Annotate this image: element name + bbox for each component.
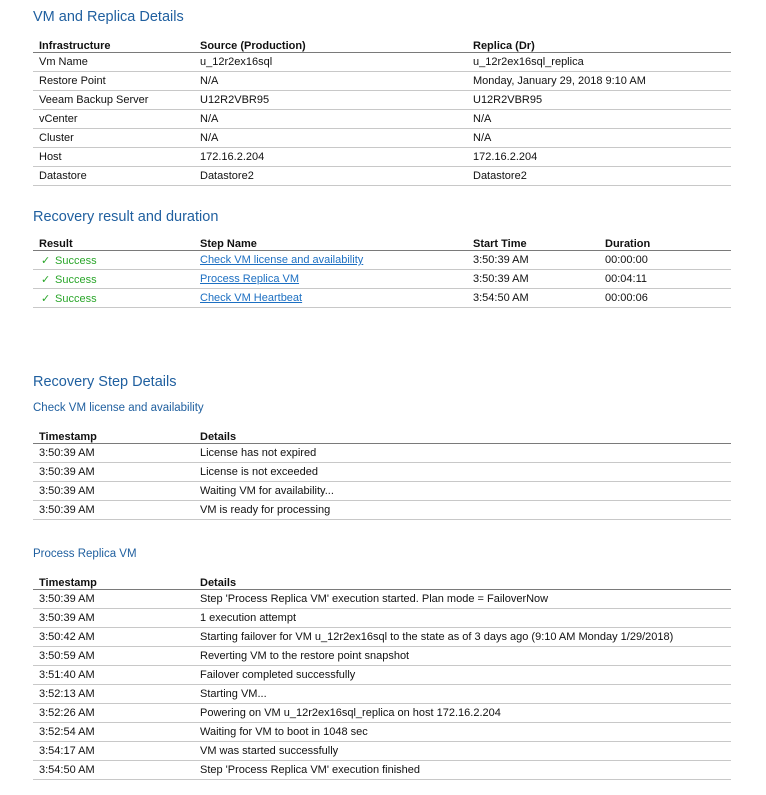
duration-cell: [599, 289, 731, 308]
timestamp-cell: [33, 723, 194, 742]
source-cell: [194, 53, 467, 72]
timestamp-cell: [33, 666, 194, 685]
column-header: Step Name: [194, 234, 467, 251]
timestamp-cell: [33, 463, 194, 482]
timestamp-cell: [33, 742, 194, 761]
infrastructure-cell: [33, 148, 194, 167]
infrastructure-cell-text: vCenter: [39, 113, 78, 125]
details-cell: [194, 482, 731, 501]
recovery-result-title: Recovery result and duration: [33, 209, 219, 225]
details-cell-text: Powering on VM u_12r2ex16sql_replica on host 172.16.2.204: [200, 707, 501, 719]
source-cell: [194, 110, 467, 129]
infrastructure-cell-text: Datastore: [39, 170, 87, 182]
table-row: [33, 463, 731, 482]
table-row: [33, 685, 731, 704]
table-row: [33, 609, 731, 628]
result-cell: [33, 270, 194, 289]
source-cell-text: Datastore2: [200, 170, 254, 182]
details-cell-text: VM is ready for processing: [200, 504, 331, 516]
timestamp-cell: [33, 501, 194, 520]
step-name-link-text[interactable]: Check VM Heartbeat: [200, 292, 303, 304]
details-cell: [194, 742, 731, 761]
timestamp-cell: [33, 609, 194, 628]
timestamp-cell: [33, 685, 194, 704]
column-header: Timestamp: [33, 573, 194, 590]
table-row: [33, 761, 731, 780]
duration-cell-text: 00:00:00: [605, 254, 648, 266]
table-row: [33, 129, 731, 148]
infrastructure-cell: [33, 129, 194, 148]
duration-cell-text: 00:04:11: [605, 273, 648, 285]
start-time-cell: [467, 270, 599, 289]
table-row: [33, 704, 731, 723]
details-cell: [194, 444, 731, 463]
column-header: Replica (Dr): [467, 36, 731, 53]
step-process-replica-title: Process Replica VM: [33, 548, 137, 560]
step-name-link-text[interactable]: Check VM license and availability: [200, 254, 364, 266]
infrastructure-cell-text: Vm Name: [39, 56, 88, 68]
timestamp-cell-text: 3:54:17 AM: [39, 745, 95, 757]
details-cell-text: Starting VM...: [200, 688, 267, 700]
start-time-cell-text: 3:50:39 AM: [473, 273, 529, 285]
table-row: [33, 148, 731, 167]
duration-cell: [599, 270, 731, 289]
timestamp-cell: [33, 761, 194, 780]
check-icon: ✓: [41, 273, 51, 286]
recovery-step-details-title: Recovery Step Details: [33, 374, 177, 390]
timestamp-cell: [33, 590, 194, 609]
infrastructure-cell-text: Veeam Backup Server: [39, 94, 149, 106]
replica-cell: [467, 129, 731, 148]
column-header: Duration: [599, 234, 731, 251]
source-cell-text: u_12r2ex16sql: [200, 56, 273, 68]
source-cell: [194, 129, 467, 148]
source-cell-text: U12R2VBR95: [200, 94, 270, 106]
result-cell: [33, 251, 194, 270]
timestamp-cell-text: 3:50:39 AM: [39, 504, 95, 516]
timestamp-cell: [33, 628, 194, 647]
details-cell-text: Step 'Process Replica VM' execution started. Plan mode = FailoverNow: [200, 593, 549, 605]
timestamp-cell-text: 3:52:54 AM: [39, 726, 95, 738]
table-row: [33, 53, 731, 72]
source-cell-text: 172.16.2.204: [200, 151, 265, 163]
table-header-row: [33, 427, 731, 444]
step-name-link[interactable]: [194, 270, 467, 289]
replica-cell: [467, 91, 731, 110]
timestamp-cell-text: 3:50:39 AM: [39, 447, 95, 459]
table-row: [33, 72, 731, 91]
duration-cell: [599, 251, 731, 270]
details-cell-text: Reverting VM to the restore point snapshot: [200, 650, 410, 662]
details-cell-text: Waiting for VM to boot in 1048 sec: [200, 726, 368, 738]
status-text: Success: [55, 254, 97, 267]
replica-cell-text: N/A: [473, 132, 492, 144]
infrastructure-cell-text: Host: [39, 151, 62, 163]
infrastructure-cell-text: Restore Point: [39, 75, 106, 87]
replica-cell-text: 172.16.2.204: [473, 151, 538, 163]
recovery-result-table: [33, 234, 731, 308]
table-row: [33, 270, 731, 289]
table-row: [33, 501, 731, 520]
details-cell: [194, 463, 731, 482]
column-header: Start Time: [467, 234, 599, 251]
details-cell-text: VM was started successfully: [200, 745, 339, 757]
step-check-license-table: [33, 427, 731, 520]
infrastructure-cell: [33, 167, 194, 186]
source-cell-text: N/A: [200, 75, 219, 87]
replica-cell: [467, 167, 731, 186]
step-check-license-title: Check VM license and availability: [33, 402, 204, 414]
timestamp-cell-text: 3:50:42 AM: [39, 631, 95, 643]
vm-details-table: [33, 36, 731, 186]
timestamp-cell-text: 3:50:39 AM: [39, 612, 95, 624]
vm-details-title: VM and Replica Details: [33, 9, 184, 25]
table-row: [33, 482, 731, 501]
step-name-link-text[interactable]: Process Replica VM: [200, 273, 300, 285]
details-cell: [194, 628, 731, 647]
details-cell: [194, 501, 731, 520]
table-row: [33, 167, 731, 186]
replica-cell: [467, 53, 731, 72]
result-cell: [33, 289, 194, 308]
check-icon: ✓: [41, 292, 51, 305]
replica-cell: [467, 110, 731, 129]
infrastructure-cell: [33, 72, 194, 91]
infrastructure-cell: [33, 110, 194, 129]
status-text: Success: [55, 273, 97, 286]
source-cell: [194, 167, 467, 186]
timestamp-cell-text: 3:52:13 AM: [39, 688, 95, 700]
start-time-cell-text: 3:54:50 AM: [473, 292, 529, 304]
table-row: [33, 723, 731, 742]
source-cell: [194, 148, 467, 167]
duration-cell-text: 00:00:06: [605, 292, 648, 304]
source-cell-text: N/A: [200, 113, 219, 125]
details-cell: [194, 704, 731, 723]
step-name-link[interactable]: [194, 289, 467, 308]
replica-cell: [467, 148, 731, 167]
replica-cell-text: u_12r2ex16sql_replica: [473, 56, 584, 68]
details-cell: [194, 723, 731, 742]
column-header: Result: [33, 234, 194, 251]
details-cell-text: Step 'Process Replica VM' execution finished: [200, 764, 421, 776]
timestamp-cell: [33, 482, 194, 501]
details-cell-text: Failover completed successfully: [200, 669, 356, 681]
source-cell-text: N/A: [200, 132, 219, 144]
details-cell: [194, 609, 731, 628]
table-row: [33, 251, 731, 270]
column-header: Timestamp: [33, 427, 194, 444]
table-header-row: [33, 234, 731, 251]
details-cell: [194, 761, 731, 780]
timestamp-cell-text: 3:50:59 AM: [39, 650, 95, 662]
table-row: [33, 666, 731, 685]
infrastructure-cell: [33, 91, 194, 110]
table-row: [33, 444, 731, 463]
start-time-cell-text: 3:50:39 AM: [473, 254, 529, 266]
details-cell-text: 1 execution attempt: [200, 612, 297, 624]
column-header: Source (Production): [194, 36, 467, 53]
check-icon: ✓: [41, 254, 51, 267]
timestamp-cell-text: 3:50:39 AM: [39, 466, 95, 478]
details-cell-text: License has not expired: [200, 447, 317, 459]
table-row: [33, 590, 731, 609]
timestamp-cell-text: 3:52:26 AM: [39, 707, 95, 719]
replica-cell-text: N/A: [473, 113, 492, 125]
timestamp-cell-text: 3:50:39 AM: [39, 485, 95, 497]
table-row: [33, 628, 731, 647]
details-cell-text: Starting failover for VM u_12r2ex16sql to the state as of 3 days ago (9:10 AM Monday 1/29/2018): [200, 631, 674, 643]
table-header-row: [33, 36, 731, 53]
table-row: [33, 91, 731, 110]
step-name-link[interactable]: [194, 251, 467, 270]
details-cell: [194, 685, 731, 704]
table-header-row: [33, 573, 731, 590]
source-cell: [194, 91, 467, 110]
replica-cell-text: Monday, January 29, 2018 9:10 AM: [473, 75, 646, 87]
column-header: Details: [194, 427, 731, 444]
table-row: [33, 289, 731, 308]
timestamp-cell: [33, 444, 194, 463]
timestamp-cell-text: 3:51:40 AM: [39, 669, 95, 681]
start-time-cell: [467, 289, 599, 308]
table-row: [33, 742, 731, 761]
infrastructure-cell: [33, 53, 194, 72]
table-row: [33, 110, 731, 129]
details-cell: [194, 666, 731, 685]
timestamp-cell-text: 3:50:39 AM: [39, 593, 95, 605]
details-cell-text: Waiting VM for availability...: [200, 485, 334, 497]
timestamp-cell-text: 3:54:50 AM: [39, 764, 95, 776]
column-header: Infrastructure: [33, 36, 194, 53]
infrastructure-cell-text: Cluster: [39, 132, 74, 144]
timestamp-cell: [33, 704, 194, 723]
details-cell-text: License is not exceeded: [200, 466, 319, 478]
table-row: [33, 647, 731, 666]
timestamp-cell: [33, 647, 194, 666]
status-text: Success: [55, 292, 97, 305]
source-cell: [194, 72, 467, 91]
details-cell: [194, 590, 731, 609]
column-header: Details: [194, 573, 731, 590]
replica-cell-text: U12R2VBR95: [473, 94, 543, 106]
details-cell: [194, 647, 731, 666]
step-process-replica-table: [33, 573, 731, 780]
replica-cell-text: Datastore2: [473, 170, 527, 182]
start-time-cell: [467, 251, 599, 270]
replica-cell: [467, 72, 731, 91]
